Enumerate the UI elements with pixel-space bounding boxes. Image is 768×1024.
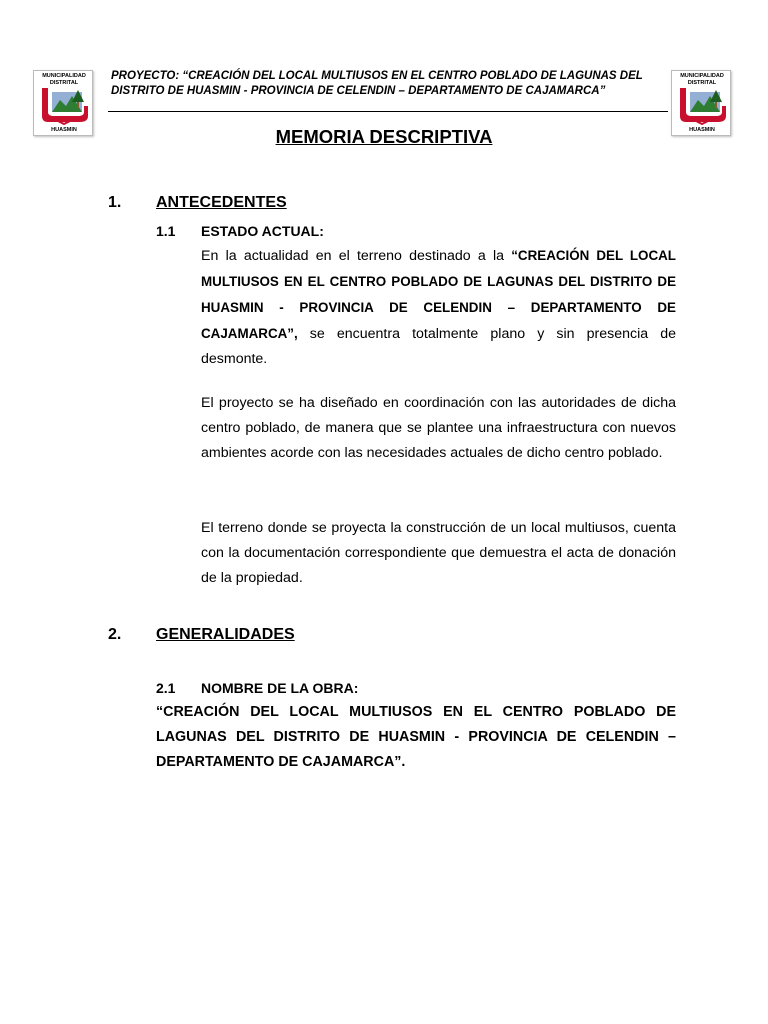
header-divider	[108, 111, 668, 112]
paragraph	[201, 243, 676, 372]
section-number: 2.	[108, 626, 122, 643]
section-title: ANTECEDENTES	[156, 194, 287, 211]
logo-emblem-icon	[676, 86, 728, 126]
project-name-bold: “CREACIÓN DEL LOCAL MULTIUSOS EN EL CENTRO POBLADO DE LAGUNAS DEL DISTRITO DE HUASMIN - PROVINCIA DE CELENDIN – DEPARTAMENTO DE CAJAMARCA”,	[201, 248, 676, 341]
logo-bottom-caption: HUASMIN	[51, 127, 77, 133]
logo-line2: DISTRITAL	[49, 79, 79, 86]
logo-caption	[34, 73, 94, 86]
paragraph: El proyecto se ha diseñado en coordinación con las autoridades de dicha centro poblado, de manera que se plantee una infraestructura con nuevos ambientes acorde con las necesidades actuales de dicho centro poblado.	[201, 395, 676, 461]
logo-bottom-caption: HUASMIN	[689, 127, 715, 133]
project-name-text: “CREACIÓN DEL LOCAL MULTIUSOS EN EL CENTRO POBLADO DE LAGUNAS DEL DISTRITO DE HUASMIN - PROVINCIA DE CELENDIN – DEPARTAMENTO DE CAJAMARCA”.	[156, 704, 676, 770]
paragraph-text: se encuentra totalmente plano y sin presencia de desmonte.	[201, 326, 676, 367]
logo-line1: MUNICIPALIDAD	[680, 73, 724, 79]
paragraph: El terreno donde se proyecta la construcción de un local multiusos, cuenta con la documentación correspondiente que demuestra el acta de donación de la propiedad.	[201, 520, 676, 586]
subsection-number: 1.1	[156, 223, 176, 239]
logo-line2: DISTRITAL	[687, 79, 717, 86]
subsection-number: 2.1	[156, 680, 176, 696]
project-header: PROYECTO: “CREACIÓN DEL LOCAL MULTIUSOS EN EL CENTRO POBLADO DE LAGUNAS DEL DISTRITO DE HUASMIN - PROVINCIA DE CELENDIN – DEPARTAMENTO DE CAJAMARCA”	[111, 70, 643, 97]
section-number: 1.	[108, 194, 122, 211]
subsection-title: ESTADO ACTUAL:	[201, 223, 324, 239]
section-title: GENERALIDADES	[156, 626, 295, 643]
logo-line1: MUNICIPALIDAD	[42, 73, 86, 79]
paragraph-text: En la actualidad en el terreno destinado a la	[201, 248, 512, 264]
logo-caption	[672, 73, 732, 86]
document-title: MEMORIA DESCRIPTIVA	[275, 126, 493, 147]
subsection-title: NOMBRE DE LA OBRA:	[201, 680, 359, 696]
logo-emblem-icon	[38, 86, 90, 126]
